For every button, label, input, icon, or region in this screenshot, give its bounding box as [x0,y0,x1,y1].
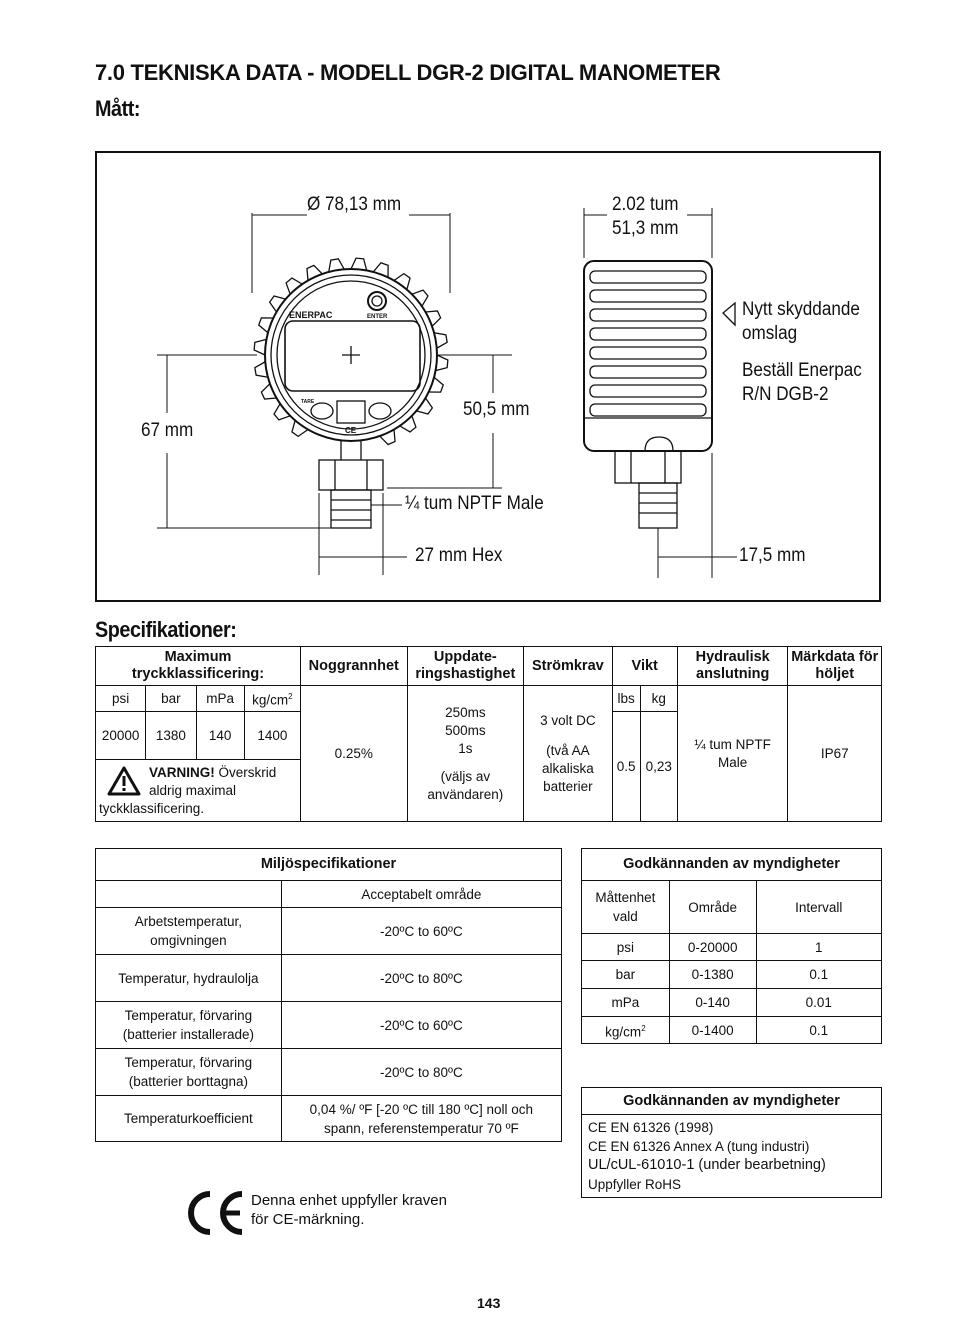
header-interval: Intervall [756,881,881,934]
dimensions-diagram [95,151,881,602]
environment-blank-header [96,881,282,908]
cover-rib [590,404,706,416]
cover-rib [590,328,706,340]
approvals-title: Godkännanden av myndigheter [582,1088,882,1115]
hex-label: 27 mm Hex [415,545,503,566]
power-value: 3 volt DC (två AA alkaliska batterier [524,686,612,822]
update-rate-value: 250ms 500ms 1s (väljs av användaren) [407,686,524,822]
environment-row: Temperatur, förvaring (batterier installerade) -20ºC to 60ºC [96,1002,562,1049]
value-mpa: 140 [196,712,244,760]
diameter-label: Ø 78,13 mm [307,194,402,215]
cover-label-line2: omslag [742,323,798,344]
header-rating: Märkdata för höljet [788,647,882,686]
depth-inch-label: 2.02 tum [612,194,679,215]
value-kgcm: 1400 [244,712,300,760]
ce-mark-icon [182,1189,246,1237]
unit-mpa: mPa [196,686,244,712]
approvals-list [582,1115,882,1198]
warning-note: VARNING! Överskrid aldrig maximal tyckklassificering. [96,760,301,822]
cover-rib [590,347,706,359]
accuracy-value: 0.25% [301,686,408,822]
table-row: $kg/cm^2$ 0-1400 0.1 [582,1017,882,1044]
header-hydraulic: Hydraulisk anslutning [677,647,788,686]
list-item: Uppfyller RoHS [588,1177,682,1192]
unit-bar: bar [146,686,196,712]
weight-kg-value: 0,23 [640,712,677,822]
environment-table [95,848,562,1142]
page-number: 143 [477,1295,501,1311]
header-max-pressure: Maximum tryckklassificering: [96,647,301,686]
order-label-line2: R/N DGB-2 [742,384,829,405]
height-label: 67 mm [141,420,194,441]
cover-rib [590,271,706,283]
weight-unit-kg: kg [640,686,677,712]
weight-lbs-value: 0.5 [612,712,640,822]
page-title: 7.0 TEKNISKA DATA - MODELL DGR-2 DIGITAL MANOMETER [95,60,721,85]
depth-mm-label: 51,3 mm [612,218,679,239]
spec-table [95,646,882,822]
environment-title: Miljöspecifikationer [96,849,562,881]
table-row: mPa 0-140 0.01 [582,989,882,1017]
list-item: UL/cUL-61010-1 (under bearbetning) [588,1157,826,1173]
environment-row: Arbetstemperatur, omgivningen -20ºC to 60ºC [96,908,562,955]
thread-label: ¼ tum NPTF Male [405,493,544,514]
cover-rib [590,309,706,321]
value-psi: 20000 [96,712,146,760]
order-label-line1: Beställ Enerpac [742,360,862,381]
value-bar: 1380 [146,712,196,760]
table-row: bar 0-1380 0.1 [582,961,882,989]
header-power: Strömkrav [524,647,612,686]
dimensions-heading: Mått: [95,96,141,121]
header-accuracy: Noggrannhet [301,647,408,686]
header-update-rate: Uppdate- ringshastighet [407,647,524,686]
environment-row: Temperatur, hydraulolja -20ºC to 80ºC [96,955,562,1002]
environment-row: Temperaturkoefficient 0,04 %/ ºF [-20 ºC till 180 ºC] noll och spann, referenstemperatur 70 ºF [96,1096,562,1142]
environment-col-header: Acceptabelt område [281,881,561,908]
weight-unit-lbs: lbs [612,686,640,712]
ce-small-mark: CE [345,426,357,435]
tare-label: TARE [301,399,315,405]
hydraulic-value: ¼ tum NPTF Male [677,686,788,822]
warning-icon [107,766,141,796]
cover-label-line1: Nytt skyddande [742,299,860,320]
approvals-range-title: Godkännanden av myndigheter [582,849,882,881]
cover-rib [590,366,706,378]
environment-row: Temperatur, förvaring (batterier borttagna) -20ºC to 80ºC [96,1049,562,1096]
approvals-range-table [581,848,882,1044]
header-range: Område [669,881,756,934]
approvals-table [581,1087,882,1198]
unit-psi: psi [96,686,146,712]
spec-heading: Specifikationer: [95,617,237,642]
rating-value: IP67 [788,686,882,822]
center-height-label: 50,5 mm [463,399,530,420]
cover-rib [590,385,706,397]
cover-rib [590,290,706,302]
header-weight: Vikt [612,647,677,686]
ce-note: Denna enhet uppfyller kraven för CE-märkning. [251,1192,447,1228]
list-item: CE EN 61326 (1998) [588,1120,714,1135]
unit-kgcm: $kg/cm^2$ [244,686,300,712]
enter-label: ENTER [367,314,388,320]
stem-length-label: 17,5 mm [739,545,806,566]
brand-logo-text: ENERPAC [289,310,333,320]
list-item: CE EN 61326 Annex A (tung industri) [588,1139,810,1154]
table-row: psi 0-20000 1 [582,934,882,961]
header-unit: Måttenhet vald [582,881,670,934]
